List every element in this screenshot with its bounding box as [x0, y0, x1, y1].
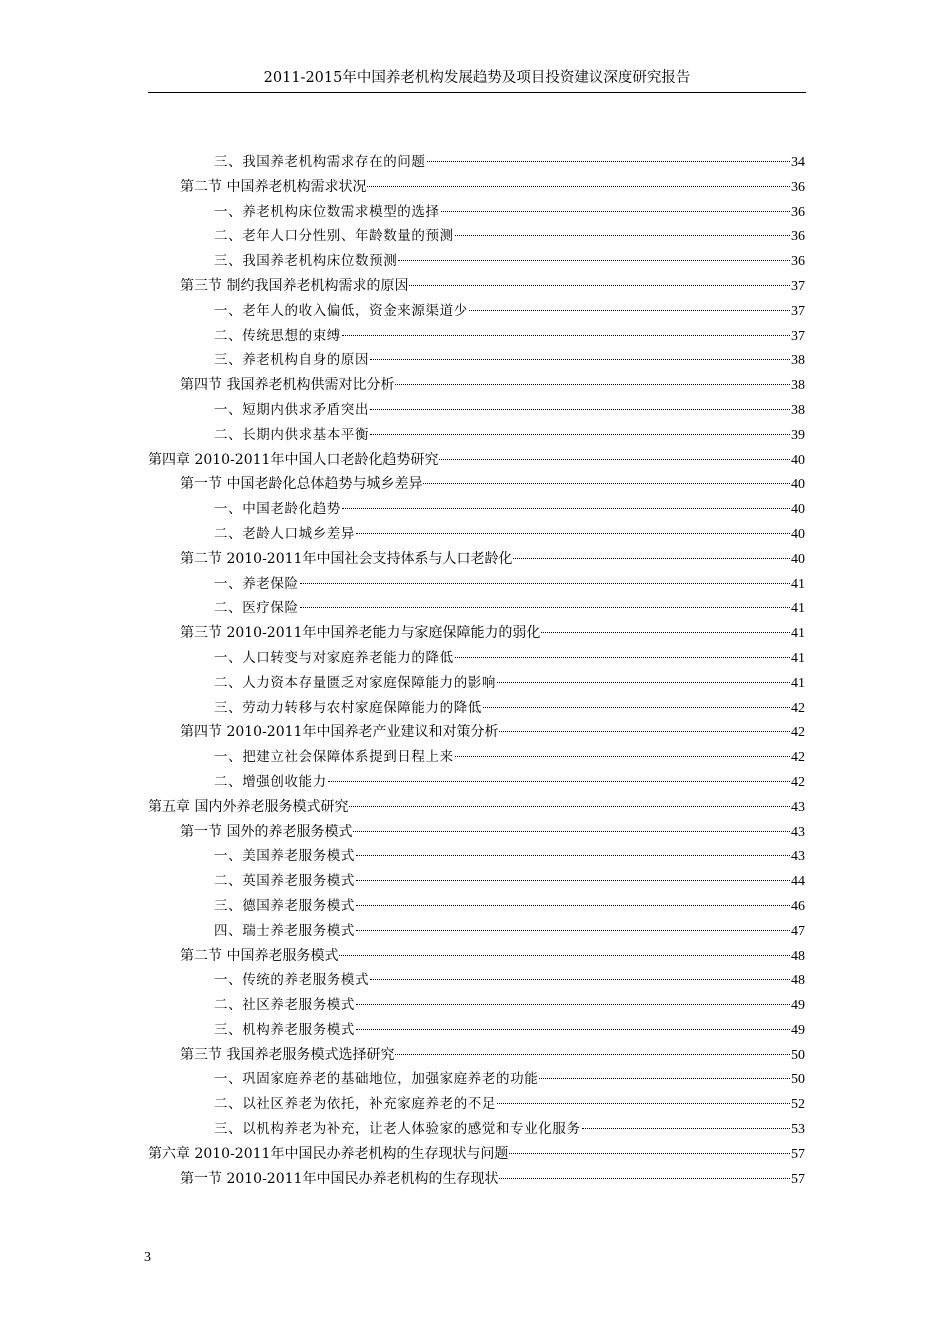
- toc-dot-leader: [300, 583, 790, 584]
- toc-entry-page: 41: [791, 675, 805, 691]
- toc-dot-leader: [300, 607, 790, 608]
- toc-entry-label: 一、巩固家庭养老的基础地位，加强家庭养老的功能: [214, 1071, 539, 1088]
- toc-entry-page: 37: [791, 278, 805, 294]
- toc-entry-page: 40: [791, 452, 805, 468]
- toc-dot-leader: [353, 831, 790, 832]
- toc-dot-leader: [455, 235, 790, 236]
- toc-dot-leader: [469, 310, 790, 311]
- toc-dot-leader: [455, 756, 790, 757]
- toc-entry-page: 37: [791, 303, 805, 319]
- toc-entry-page: 44: [791, 874, 805, 890]
- toc-entry[interactable]: [0, 472, 805, 497]
- toc-dot-leader: [356, 1029, 790, 1030]
- toc-dot-leader: [541, 632, 790, 633]
- toc-dot-leader: [499, 731, 790, 732]
- toc-entry[interactable]: [0, 249, 805, 274]
- toc-entry-label: 一、美国养老服务模式: [214, 848, 355, 865]
- toc-entry-label: 二、以社区养老为依托，补充家庭养老的不足: [214, 1096, 496, 1113]
- toc-entry[interactable]: [0, 968, 805, 993]
- toc-dot-leader: [483, 707, 790, 708]
- toc-entry-label: 一、养老保险: [214, 575, 299, 592]
- toc-entry-label: 第四节 我国养老机构供需对比分析: [180, 377, 395, 394]
- toc-entry-page: 47: [791, 923, 805, 939]
- toc-entry[interactable]: [0, 200, 805, 225]
- toc-dot-leader: [356, 880, 790, 881]
- toc-entry[interactable]: [0, 1092, 805, 1117]
- toc-entry[interactable]: [0, 497, 805, 522]
- toc-entry-label: 第三节 制约我国养老机构需求的原因: [180, 277, 409, 294]
- toc-entry-label: 第六章 2010-2011年中国民办养老机构的生存现状与问题: [148, 1145, 509, 1162]
- toc-entry-label: 一、人口转变与对家庭养老能力的降低: [214, 649, 454, 666]
- toc-entry-label: 二、老年人口分性别、年龄数量的预测: [214, 228, 454, 245]
- toc-entry-label: 三、机构养老服务模式: [214, 1021, 355, 1038]
- toc-entry-page: 36: [791, 204, 805, 220]
- toc-entry-page: 50: [791, 1072, 805, 1088]
- toc-entry-label: 三、以机构养老为补充，让老人体验家的感觉和专业化服务: [214, 1121, 581, 1138]
- toc-dot-leader: [342, 335, 790, 336]
- toc-entry[interactable]: [0, 894, 805, 919]
- toc-entry[interactable]: [0, 596, 805, 621]
- toc-dot-leader: [367, 186, 790, 187]
- toc-entry-label: 第五章 国内外养老服务模式研究: [148, 798, 349, 815]
- toc-dot-leader: [395, 384, 790, 385]
- toc-entry-page: 40: [791, 502, 805, 518]
- toc-entry[interactable]: [0, 745, 805, 770]
- toc-entry[interactable]: [0, 795, 805, 820]
- toc-entry-page: 38: [791, 402, 805, 418]
- toc-entry-label: 第一节 2010-2011年中国民办养老机构的生存现状: [180, 1170, 499, 1187]
- toc-entry[interactable]: [0, 621, 805, 646]
- toc-entry-page: 40: [791, 551, 805, 567]
- toc-entry-page: 37: [791, 328, 805, 344]
- toc-entry-page: 43: [791, 799, 805, 815]
- toc-dot-leader: [497, 1103, 790, 1104]
- toc-entry-page: 48: [791, 973, 805, 989]
- toc-entry-page: 41: [791, 650, 805, 666]
- toc-entry-label: 一、传统的养老服务模式: [214, 972, 370, 989]
- toc-entry-label: 四、瑞士养老服务模式: [214, 922, 355, 939]
- toc-entry[interactable]: [0, 869, 805, 894]
- table-of-contents: [0, 150, 950, 1191]
- toc-entry-label: 第一节 中国老龄化总体趋势与城乡差异: [180, 476, 423, 493]
- toc-entry-page: 38: [791, 378, 805, 394]
- toc-entry[interactable]: [0, 373, 805, 398]
- toc-entry-label: 第四节 2010-2011年中国养老产业建议和对策分析: [180, 724, 499, 741]
- toc-entry-page: 42: [791, 725, 805, 741]
- toc-dot-leader: [342, 508, 790, 509]
- toc-entry-label: 二、长期内供求基本平衡: [214, 426, 370, 443]
- toc-entry-label: 二、医疗保险: [214, 600, 299, 617]
- toc-entry-label: 一、老年人的收入偏低，资金来源渠道少: [214, 302, 468, 319]
- toc-dot-leader: [423, 483, 790, 484]
- toc-entry[interactable]: [0, 572, 805, 597]
- toc-dot-leader: [370, 979, 790, 980]
- toc-entry-label: 一、短期内供求矛盾突出: [214, 401, 370, 418]
- toc-dot-leader: [499, 1178, 790, 1179]
- toc-dot-leader: [395, 1054, 790, 1055]
- toc-entry[interactable]: [0, 324, 805, 349]
- toc-dot-leader: [356, 930, 790, 931]
- toc-entry-page: 39: [791, 427, 805, 443]
- toc-entry[interactable]: [0, 671, 805, 696]
- toc-dot-leader: [539, 1078, 790, 1079]
- toc-entry[interactable]: [0, 274, 805, 299]
- toc-entry[interactable]: [0, 770, 805, 795]
- toc-entry-page: 42: [791, 750, 805, 766]
- toc-entry-page: 41: [791, 601, 805, 617]
- toc-entry-label: 二、人力资本存量匮乏对家庭保障能力的影响: [214, 674, 496, 691]
- toc-entry-label: 一、把建立社会保障体系提到日程上来: [214, 749, 454, 766]
- toc-entry[interactable]: [0, 150, 805, 175]
- toc-entry[interactable]: [0, 398, 805, 423]
- toc-entry-label: 三、我国养老机构床位数预测: [214, 253, 398, 270]
- toc-entry-page: 46: [791, 898, 805, 914]
- toc-entry-page: 34: [791, 155, 805, 170]
- toc-entry-page: 48: [791, 948, 805, 964]
- toc-dot-leader: [441, 211, 790, 212]
- toc-entry-page: 36: [791, 254, 805, 270]
- toc-entry-label: 三、德国养老服务模式: [214, 897, 355, 914]
- toc-entry[interactable]: [0, 1167, 805, 1192]
- toc-entry-page: 40: [791, 526, 805, 542]
- toc-entry[interactable]: [0, 299, 805, 324]
- toc-entry-page: 43: [791, 849, 805, 865]
- toc-entry-page: 41: [791, 576, 805, 592]
- toc-entry[interactable]: [0, 1018, 805, 1043]
- toc-entry-label: 一、中国老龄化趋势: [214, 501, 341, 518]
- toc-entry-label: 二、英国养老服务模式: [214, 873, 355, 890]
- toc-entry-label: 二、老龄人口城乡差异: [214, 525, 355, 542]
- toc-dot-leader: [328, 781, 790, 782]
- toc-entry[interactable]: [0, 175, 805, 200]
- toc-entry[interactable]: [0, 993, 805, 1018]
- toc-entry-label: 第三节 我国养老服务模式选择研究: [180, 1046, 395, 1063]
- toc-entry-page: 49: [791, 998, 805, 1014]
- toc-entry-label: 二、增强创收能力: [214, 773, 327, 790]
- toc-entry[interactable]: [0, 547, 805, 572]
- toc-dot-leader: [439, 459, 790, 460]
- toc-entry-label: 第三节 2010-2011年中国养老能力与家庭保障能力的弱化: [180, 625, 541, 642]
- toc-dot-leader: [370, 359, 790, 360]
- toc-dot-leader: [356, 905, 790, 906]
- toc-entry[interactable]: [0, 348, 805, 373]
- toc-entry[interactable]: [0, 1043, 805, 1068]
- toc-entry[interactable]: [0, 522, 805, 547]
- toc-entry[interactable]: [0, 844, 805, 869]
- toc-dot-leader: [513, 558, 790, 559]
- toc-dot-leader: [356, 855, 790, 856]
- toc-entry-page: 42: [791, 774, 805, 790]
- toc-entry-label: 三、我国养老机构需求存在的问题: [214, 154, 426, 170]
- toc-entry-page: 40: [791, 477, 805, 493]
- toc-dot-leader: [455, 657, 790, 658]
- toc-entry[interactable]: [0, 696, 805, 721]
- toc-dot-leader: [370, 434, 790, 435]
- toc-entry-page: 41: [791, 626, 805, 642]
- toc-entry[interactable]: [0, 820, 805, 845]
- toc-entry[interactable]: [0, 224, 805, 249]
- toc-entry-page: 36: [791, 229, 805, 245]
- toc-entry-page: 57: [791, 1146, 805, 1162]
- toc-entry-page: 52: [791, 1097, 805, 1113]
- toc-entry-label: 二、社区养老服务模式: [214, 997, 355, 1014]
- toc-dot-leader: [497, 682, 790, 683]
- toc-entry-page: 53: [791, 1122, 805, 1138]
- toc-entry[interactable]: [0, 448, 805, 473]
- toc-entry-label: 三、养老机构自身的原因: [214, 352, 370, 369]
- toc-entry-label: 第二节 中国养老服务模式: [180, 947, 339, 964]
- toc-entry[interactable]: [0, 944, 805, 969]
- document-title: 2011-2015年中国养老机构发展趋势及项目投资建议深度研究报告: [263, 70, 691, 86]
- toc-entry[interactable]: [0, 919, 805, 944]
- toc-entry-label: 第一节 国外的养老服务模式: [180, 823, 353, 840]
- toc-dot-leader: [356, 1004, 790, 1005]
- toc-entry-label: 第四章 2010-2011年中国人口老龄化趋势研究: [148, 451, 439, 468]
- toc-entry-label: 一、养老机构床位数需求模型的选择: [214, 203, 440, 220]
- toc-entry[interactable]: [0, 646, 805, 671]
- toc-entry-page: 36: [791, 179, 805, 195]
- toc-dot-leader: [370, 409, 790, 410]
- toc-dot-leader: [409, 285, 790, 286]
- toc-entry-label: 二、传统思想的束缚: [214, 327, 341, 344]
- toc-dot-leader: [582, 1128, 790, 1129]
- toc-entry-label: 第二节 中国养老机构需求状况: [180, 178, 367, 195]
- page-number: 3: [144, 1250, 151, 1265]
- toc-entry[interactable]: [0, 1067, 805, 1092]
- toc-entry[interactable]: [0, 423, 805, 448]
- toc-entry-page: 49: [791, 1022, 805, 1038]
- toc-entry-label: 三、劳动力转移与农村家庭保障能力的降低: [214, 699, 482, 716]
- toc-dot-leader: [509, 1153, 790, 1154]
- toc-entry-page: 43: [791, 824, 805, 840]
- toc-entry[interactable]: [0, 1117, 805, 1142]
- toc-dot-leader: [398, 260, 790, 261]
- toc-entry-page: 57: [791, 1171, 805, 1187]
- toc-dot-leader: [427, 161, 791, 162]
- toc-dot-leader: [356, 533, 790, 534]
- toc-entry-label: 第二节 2010-2011年中国社会支持体系与人口老龄化: [180, 550, 513, 567]
- toc-entry-page: 42: [791, 700, 805, 716]
- toc-dot-leader: [339, 955, 790, 956]
- toc-dot-leader: [349, 806, 790, 807]
- toc-entry[interactable]: [0, 1142, 805, 1167]
- toc-entry-page: 50: [791, 1047, 805, 1063]
- toc-entry[interactable]: [0, 720, 805, 745]
- toc-entry-page: 38: [791, 353, 805, 369]
- page-header: [148, 64, 806, 93]
